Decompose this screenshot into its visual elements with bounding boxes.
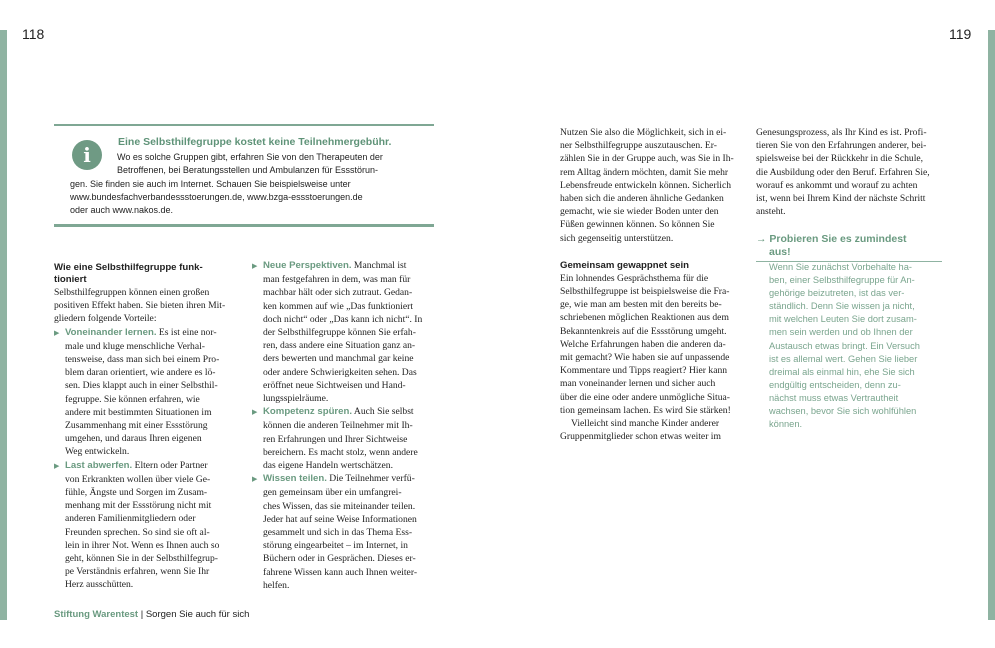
text-line: ge, wie man am besten mit den bereits be-: [560, 299, 722, 311]
footer-title: Sorgen Sie auch für sich: [145, 609, 250, 620]
text-line: Austausch etwas bringt. Ein Versuch: [769, 340, 920, 351]
section-heading: tioniert: [54, 274, 87, 285]
left-edge-bar: [0, 30, 7, 620]
text-line: doch nicht“ oder „Das kann ich nicht“. In: [263, 313, 423, 325]
text-line: lein in ihrer Not. Wenn es Ihnen auch so: [65, 539, 220, 551]
text-line: sen. Dies klappt auch in einer Selbsthil-: [65, 380, 218, 392]
info-line: Wo es solche Gruppen gibt, erfahren Sie von den Therapeuten der: [117, 152, 383, 162]
triangle-bullet-icon: ▶: [252, 262, 258, 270]
footer-brand: Stiftung Warentest: [54, 609, 139, 620]
column-1: [54, 262, 240, 592]
text-line: rem Alltag ändern möchten, damit Sie mehr: [560, 166, 729, 178]
text-line: worauf es ankommt und worauf zu achten: [756, 179, 918, 191]
bullet-item: ▶ Neue Perspektiven. Manchmal ist: [252, 259, 438, 273]
text-line: ständlich. Denn Sie wissen ja nicht,: [769, 301, 915, 312]
text-line: Freunden sprechen. So sind sie oft al-: [65, 526, 210, 538]
text-line: helfen.: [263, 579, 290, 591]
tip-box: [756, 233, 946, 430]
text-line: wachsen, bevor Sie sich wohlfühlen: [769, 406, 917, 417]
text-line: über die eine oder andere unmögliche Situa-: [560, 391, 730, 403]
text-line: sich gegenseitig unterstützen.: [560, 232, 674, 244]
column-2: [252, 259, 438, 592]
text-line: eröffnet neue Sichtweisen und Hand-: [263, 379, 406, 391]
text-line: ist, wenn bei Ihrem Kind der nächste Schritt: [756, 193, 926, 205]
text-line: mit welchen Leuten Sie dort zusam-: [769, 314, 917, 325]
bullet-item: ▶ Last abwerfen. Eltern oder Partner: [54, 459, 240, 473]
text-line: fegruppe. Sie können erfahren, wie: [65, 393, 200, 405]
column-4: [756, 126, 946, 218]
text-line: Büchern oder in Gesprächen. Dieses er-: [263, 553, 416, 565]
text-line: Lebensfreude entwickeln können. Sicherlich: [560, 179, 732, 191]
text-line: der Selbsthilfegruppe können Sie erfah-: [263, 327, 416, 339]
text-line: umgehen, und daraus Ihren eigenen: [65, 433, 202, 445]
text-line: ist es allemal wert. Gehen Sie lieber: [769, 353, 918, 364]
text-line: können die anderen Teilnehmer mit Ih-: [263, 420, 413, 432]
text-line: Gruppenmitglieder schon etwas weiter im: [560, 431, 721, 443]
info-icon: i: [72, 140, 102, 170]
text-line: Weg entwickeln.: [65, 446, 130, 458]
bullet-item: ▶ Kompetenz spüren. Auch Sie selbst: [252, 405, 438, 419]
text-line: ken kommen auf wie „Das funktioniert: [263, 300, 413, 312]
footer-separator: |: [138, 609, 146, 620]
text-line: lungsspielräume.: [263, 393, 329, 405]
text-line: die Ausbildung oder den Beruf. Erfahren Sie,: [756, 166, 930, 178]
text-line: Selbsthilfegruppen können einen großen: [54, 287, 210, 298]
text-line: gemacht, wie sie wieder Boden unter den: [560, 206, 719, 218]
text-line: man voneinander lernen und sicher auch: [560, 378, 716, 390]
text-line: Ein lohnendes Gesprächsthema für die: [560, 272, 709, 284]
text-line: mit gemacht? Wie haben sie auf unpassende: [560, 352, 730, 364]
text-line: Welche Erfahrungen haben die anderen da-: [560, 338, 726, 350]
text-line: Jeder hat auf seine Weise Informationen: [263, 513, 417, 525]
page-number-right: 119: [949, 26, 972, 42]
bullet-item: ▶ Wissen teilen. Die Teilnehmer verfü-: [252, 472, 438, 486]
column-3: [560, 126, 746, 443]
text-line: male und kluge menschliche Verhal-: [65, 340, 205, 352]
text-line: Bekanntenkreis auf die Essstörung umgeht.: [560, 325, 727, 337]
text-line: ren Erfahrungen und Ihrer Sichtweise: [263, 433, 408, 445]
text-line: tion gemeinsam lachen. Es wird Sie stärken!: [560, 404, 731, 416]
text-line: Füßen gewinnen können. So können Sie: [560, 219, 715, 231]
text-line: tieren Sie von den Erfahrungen anderer, bei-: [756, 140, 927, 152]
tip-body: [769, 261, 949, 431]
text-line: gesammelt und sich in das Thema Ess-: [263, 527, 413, 539]
text-line: ben, einer Selbsthilfegruppe für An-: [769, 275, 915, 286]
text-line: ner Selbsthilfegruppe auszutauschen. Er-: [560, 140, 717, 152]
text-line: dreimal als einmal hin, ehe Sie sich: [769, 366, 915, 377]
text-line: man festgefahren in dem, was man für: [263, 274, 411, 286]
text-line: gliedern folgende Vorteile:: [54, 313, 157, 325]
info-box-title: Eine Selbsthilfegruppe kostet keine Teilnehmergebühr.: [118, 136, 392, 148]
info-line: oder auch www.nakos.de.: [70, 205, 174, 216]
text-line: Kommentare und Tipps reagiert? Hier kann: [560, 365, 728, 377]
info-line: gen. Sie finden sie auch im Internet. Schauen Sie beispielsweise unter: [70, 178, 351, 189]
text-line: fahrene Wissen kann auch Ihnen weiter-: [263, 566, 418, 578]
text-line: pe Verständnis erfahren, wenn Sie Ihr: [65, 566, 210, 578]
text-line: von Erkrankten wollen über viele Ge-: [65, 473, 211, 485]
text-line: oder andere Schwierigkeiten sehen. Das: [263, 366, 417, 378]
page-number-left: 118: [22, 26, 45, 42]
text-line: endgültig entscheiden, denn zu-: [769, 379, 901, 390]
text-line: Selbsthilfegruppe ist beispielsweise die Fra-: [560, 286, 730, 298]
text-line: haben sich die anderen ähnliche Gedanken: [560, 193, 724, 205]
text-line: Nutzen Sie also die Möglichkeit, sich in ei-: [560, 127, 727, 138]
text-line: fühle, Ängste und Sorgen im Zusam-: [65, 487, 208, 499]
info-box: [54, 124, 434, 227]
section-heading: Gemeinsam gewappnet sein: [560, 259, 690, 271]
text-line: ders bewerten und manchmal gar keine: [263, 353, 414, 365]
bullet-item: ▶ Voneinander lernen. Es ist eine nor-: [54, 326, 240, 340]
text-line: zählen Sie in der Gruppe auch, was Sie in Ih-: [560, 153, 734, 165]
triangle-bullet-icon: ▶: [252, 408, 258, 417]
info-line: Betroffenen, bei Beratungsstellen und Ambulanzen für Essstörun-: [117, 165, 378, 176]
text-line: Herz ausschütten.: [65, 579, 134, 591]
text-line: menhang mit der Essstörung nicht mit: [65, 500, 212, 512]
text-line: bereichern. Es macht stolz, wenn andere: [263, 446, 418, 458]
text-line: können.: [769, 419, 803, 430]
text-line: ansteht.: [756, 206, 786, 218]
text-line: spielsweise bei der Rückkehr in die Schule,: [756, 153, 924, 165]
right-edge-bar: [988, 30, 995, 620]
text-line: gen gemeinsam über ein umfangrei-: [263, 487, 402, 499]
text-line: blem daran orientiert, wie andere es lö-: [65, 367, 216, 379]
text-line: Vielleicht sind manche Kinder anderer: [571, 418, 720, 430]
tip-title-line: → Probieren Sie es zumindest: [756, 233, 907, 245]
info-line: www.bundesfachverbandessstoerungen.de, www.bzga-essstoerungen.de: [70, 191, 363, 202]
text-line: gehörige beizutreten, ist das ver-: [769, 288, 905, 299]
text-line: nächst muss etwas Vertrautheit: [769, 392, 899, 403]
text-line: andere mit bestimmten Situationen im: [65, 406, 212, 418]
section-heading: Wie eine Selbsthilfegruppe funk-: [54, 262, 203, 273]
tip-title-line: aus!: [769, 246, 791, 258]
triangle-bullet-icon: ▶: [54, 461, 60, 470]
text-line: ches Wissen, das sie miteinander teilen.: [263, 500, 416, 512]
text-line: machbar hält oder sich zutraut. Gedan-: [263, 287, 413, 299]
page-footer: [54, 609, 249, 620]
text-line: Wenn Sie zunächst Vorbehalte ha-: [769, 262, 912, 272]
text-line: Genesungsprozess, als Ihr Kind es ist. Profi-: [756, 127, 927, 138]
text-line: anderen Familienmitgliedern oder: [65, 513, 196, 525]
info-box-body: [70, 151, 420, 217]
text-line: störung eingearbeitet – im Internet, in: [263, 540, 408, 552]
text-line: schriebenen möglichen Reaktionen aus dem: [560, 312, 729, 324]
text-line: Zusammenhang mit einer Essstörung: [65, 420, 208, 432]
text-line: men sein werden und ob Ihnen der: [769, 327, 913, 338]
triangle-bullet-icon: ▶: [252, 475, 258, 484]
text-line: tensweise, dass man sich bei einem Pro-: [65, 354, 220, 366]
triangle-bullet-icon: ▶: [54, 328, 60, 337]
text-line: geht, können Sie in der Selbsthilfegrup-: [65, 553, 218, 565]
text-line: ren, dass andere eine Situation ganz an-: [263, 340, 416, 352]
text-line: das eigene Handeln wertschätzen.: [263, 460, 393, 472]
tip-title: [756, 233, 946, 259]
text-line: positiven Effekt haben. Sie bieten ihren Mit-: [54, 300, 226, 312]
